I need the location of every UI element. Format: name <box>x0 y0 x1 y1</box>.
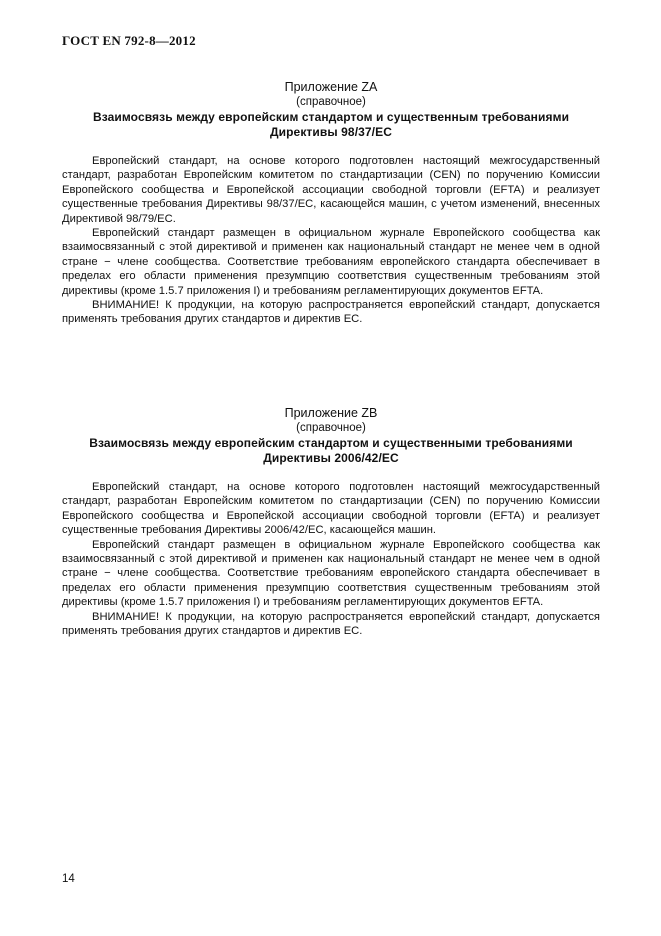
annex-heading-line1: Взаимосвязь между европейским стандартом и существенным требованиями <box>92 110 570 124</box>
paragraph: ВНИМАНИЕ! К продукции, на которую распространяется европейский стандарт, допускается применять требования других стандартов и директив ЕС. <box>62 610 600 638</box>
paragraph: Европейский стандарт размещен в официальном журнале Европейского сообщества как взаимосвязанный с этой директивой и применен как национальный стандарт не менее чем в одной стране − члене сообщества. Соответствие требованиям европейского стандарта обеспечивает в пределах его области применения презумпцию соответствия существенным требованиям этой директивы (кроме 1.5.7 приложения I) и требованиям регламентирующих документов EFTA. <box>62 538 600 609</box>
paragraph: Европейский стандарт размещен в официальном журнале Европейского сообщества как взаимосвязанный с этой директивой и применен как национальный стандарт не менее чем в одной стране − члене сообщества. Соответствие требованиям европейского стандарта обеспечивает в пределах его области применения презумпцию соответствия существенным требованиям этой директивы (кроме 1.5.7 приложения I) и требованиям регламентирующих документов EFTA. <box>62 227 600 297</box>
annex-title: Приложение ZA <box>284 80 378 94</box>
annex-body <box>62 480 600 638</box>
page-number: 14 <box>62 873 75 885</box>
annex-title: Приложение ZB <box>284 406 378 420</box>
annex-heading-line1: Взаимосвязь между европейским стандартом и существенными требованиями <box>89 436 573 450</box>
annex-heading <box>62 110 600 140</box>
annex-zb <box>62 406 600 638</box>
paragraph: ВНИМАНИЕ! К продукции, на которую распространяется европейский стандарт, допускается применять требования других стандартов и директив ЕС. <box>62 299 600 326</box>
annex-heading-line2: Директивы 98/37/ЕС <box>270 125 392 139</box>
paragraph: Европейский стандарт, на основе которого подготовлен настоящий межгосударственный стандарт, разработан Европейским комитетом по стандартизации (CEN) по поручению Комиссии Европейского сообщества и Европейской ассоциации свободной торговли (EFTA) и реализует существенные требования Директивы 2006/42/ЕС, касающейся машин. <box>62 481 600 537</box>
annex-body <box>62 154 600 327</box>
annex-za <box>62 80 600 327</box>
annex-note: (справочное) <box>296 422 366 434</box>
annex-heading <box>62 436 600 466</box>
annex-note: (справочное) <box>296 96 366 108</box>
paragraph: Европейский стандарт, на основе которого подготовлен настоящий межгосударственный стандарт, разработан Европейским комитетом по стандартизации (CEN) по поручению Комиссии Европейского сообщества и Европейской ассоциации свободной торговли (EFTA) и реализует существенные требования Директивы 98/37/ЕС, касающейся машин, с учетом изменений, внесенных Директивой 98/79/ЕС. <box>62 155 600 225</box>
annex-heading-line2: Директивы 2006/42/ЕС <box>263 451 399 465</box>
standard-code-header: ГОСТ EN 792-8—2012 <box>62 33 196 48</box>
